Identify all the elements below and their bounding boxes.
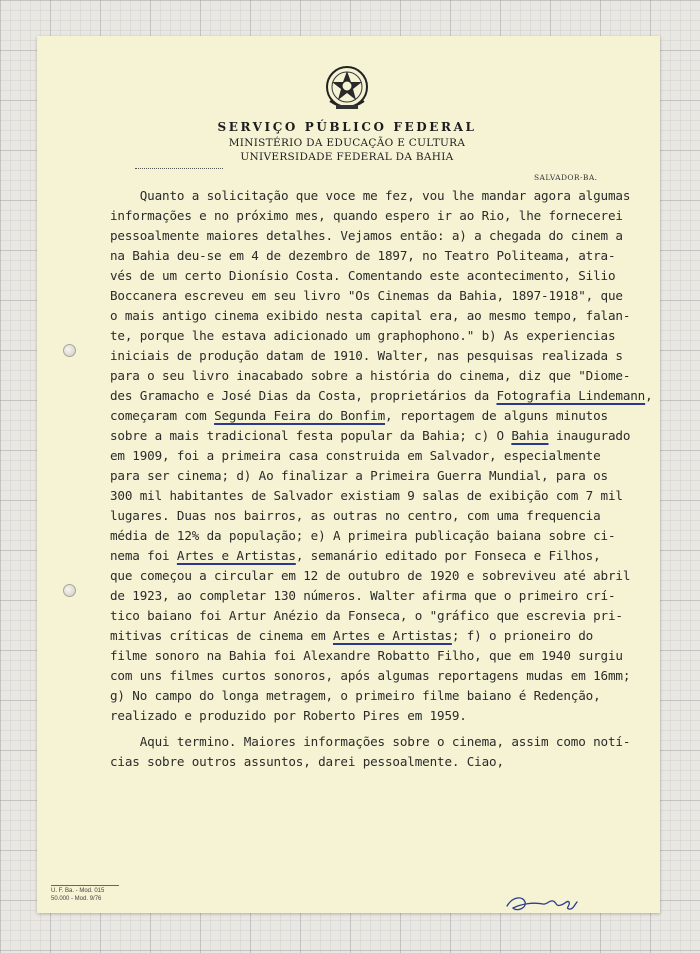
- letter-line: iniciais de produção datam de 1910. Walter, nas pesquisas realizada s: [110, 348, 623, 363]
- form-code-line-1: U. F. Ba. - Mod. 015: [51, 888, 105, 894]
- letter-line: lugares. Duas nos bairros, as outras no centro, com uma frequencia: [110, 508, 601, 523]
- letter-line: Boccanera escreveu em seu livro "Os Cinemas da Bahia, 1897-1918", que: [110, 288, 623, 303]
- letter-line: em 1909, foi a primeira casa construida em Salvador, especialmente: [110, 448, 601, 463]
- letter-line: filme sonoro na Bahia foi Alexandre Robatto Filho, que em 1940 surgiu: [110, 648, 623, 663]
- letter-line: sobre a mais tradicional festa popular da Bahia; c) O Bahia inaugurado: [110, 428, 631, 443]
- punch-hole: [63, 344, 76, 357]
- letter-line: com uns filmes curtos sonoros, após algumas reportagens mudas em 16mm;: [110, 668, 631, 683]
- letter-line: realizado e produzido por Roberto Pires em 1959.: [110, 708, 467, 723]
- letter-line: começaram com Segunda Feira do Bonfim, reportagem de alguns minutos: [110, 408, 608, 423]
- letter-line: te, porque lhe estava adicionado um graphophono." b) As experiencias: [110, 328, 616, 343]
- letter-body: [110, 186, 653, 772]
- punch-hole: [63, 584, 76, 597]
- letter-line: des Gramacho e José Dias da Costa, proprietários da Fotografia Lindemann,: [110, 388, 653, 403]
- letterhead-place: SALVADOR-BA.: [534, 173, 598, 182]
- letterhead-service: SERVIÇO PÚBLICO FEDERAL: [217, 120, 477, 134]
- form-code: [51, 885, 119, 903]
- letterhead-ministry: MINISTÉRIO DA EDUCAÇÃO E CULTURA: [228, 137, 466, 149]
- letterhead-university: UNIVERSIDADE FEDERAL DA BAHIA: [240, 151, 454, 163]
- letter-line: tico baiano foi Artur Anézio da Fonseca, o "gráfico que escrevia pri-: [110, 608, 623, 623]
- letter-line: Quanto a solicitação que voce me fez, vou lhe mandar agora algumas: [110, 188, 631, 203]
- coat-of-arms-emblem: [324, 63, 370, 113]
- letter-line: informações e no próximo mes, quando espero ir ao Rio, lhe fornecerei: [110, 208, 623, 223]
- letter-line: de 1923, ao completar 130 números. Walter afirma que o primeiro crí-: [110, 588, 616, 603]
- date-dotted-line: [135, 168, 223, 169]
- letter-line: média de 12% da população; e) A primeira publicação baiana sobre ci-: [110, 528, 616, 543]
- form-code-rule: [51, 885, 119, 886]
- letter-line: mitivas críticas de cinema em Artes e Artistas; f) o prioneiro do: [110, 628, 594, 643]
- handwritten-signature: [503, 892, 579, 914]
- letter-line: o mais antigo cinema exibido nesta capital era, ao mesmo tempo, falan-: [110, 308, 631, 323]
- letter-line: pessoalmente maiores detalhes. Vejamos então: a) a chegada do cinem a: [110, 228, 623, 243]
- letter-line: g) No campo do longa metragem, o primeiro filme baiano é Redenção,: [110, 688, 601, 703]
- letter-line: para ser cinema; d) Ao finalizar a Primeira Guerra Mundial, para os: [110, 468, 608, 483]
- letter-line: cias sobre outros assuntos, darei pessoalmente. Ciao,: [110, 754, 504, 769]
- letter-line: para o seu livro inacabado sobre a história do cinema, diz que "Diome-: [110, 368, 631, 383]
- letter-line: Aqui termino. Maiores informações sobre o cinema, assim como notí-: [110, 734, 631, 749]
- form-code-line-2: 50.000 - Mod. 9/76: [51, 896, 102, 902]
- letter-line: 300 mil habitantes de Salvador existiam 9 salas de exibição com 7 mil: [110, 488, 623, 503]
- letter-line: vés de um certo Dionísio Costa. Comentando este acontecimento, Silio: [110, 268, 616, 283]
- letter-line: na Bahia deu-se em 4 de dezembro de 1897, no Teatro Politeama, atra-: [110, 248, 616, 263]
- letter-page: [37, 36, 660, 913]
- letter-line: nema foi Artes e Artistas, semanário editado por Fonseca e Filhos,: [110, 548, 601, 563]
- letter-line: que começou a circular em 12 de outubro de 1920 e sobreviveu até abril: [110, 568, 631, 583]
